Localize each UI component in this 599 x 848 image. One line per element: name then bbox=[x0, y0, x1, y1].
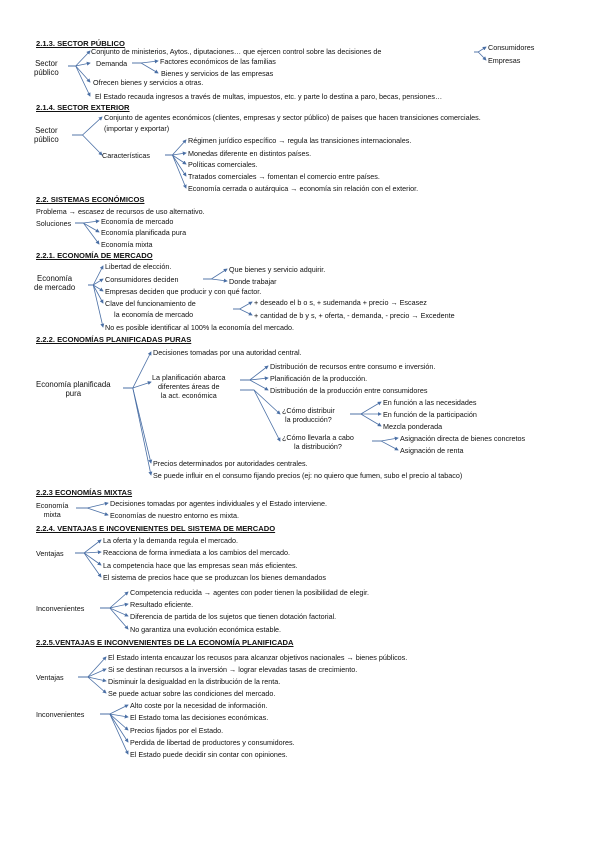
text-inconveniente-4: No garantiza una evolución económica estable. bbox=[130, 625, 282, 634]
connector-arrow bbox=[75, 223, 99, 244]
text-como-distribuir: ¿Cómo distribuir la producción? bbox=[282, 406, 335, 424]
text-consumidores-deciden: Consumidores deciden bbox=[105, 275, 179, 284]
connector-arrow bbox=[233, 302, 252, 309]
text-ventaja-4: El sistema de precios hace que se produzcan los bienes demandados bbox=[103, 573, 326, 582]
text-asignacion-directa: Asignación directa de bienes concretos bbox=[400, 434, 526, 443]
text-funcion-necesidades: En función a las necesidades bbox=[383, 398, 477, 407]
connector-arrow bbox=[68, 63, 90, 66]
text-ventaja-plan-4: Se puede actuar sobre las condiciones del mercado. bbox=[108, 689, 276, 698]
text-ofrecen: Ofrecen bienes y servicios a otras. bbox=[93, 78, 204, 87]
connector-arrow bbox=[72, 117, 102, 135]
label-sector-publico: Sector público bbox=[34, 59, 59, 77]
text-inconveniente-plan-3: Precios fijados por el Estado. bbox=[130, 726, 224, 735]
connector-arrow bbox=[100, 714, 128, 717]
text-planificacion-abarca: La planificación abarca diferentes áreas de la act. económica bbox=[152, 373, 226, 400]
text-inconveniente-plan-4: Perdida de libertad de productores y consumidores. bbox=[130, 738, 295, 747]
text-problema: Problema → escasez de recursos de uso alternativo. bbox=[36, 207, 205, 216]
text-importar: (importar y exportar) bbox=[104, 124, 170, 133]
section-title-2-1-4: 2.1.4. SECTOR EXTERIOR bbox=[36, 103, 130, 112]
connector-arrow bbox=[75, 540, 101, 553]
connector-arrow bbox=[203, 279, 227, 281]
connector-arrow bbox=[123, 388, 151, 475]
connector-arrow bbox=[88, 266, 103, 285]
connector-arrow bbox=[72, 135, 102, 155]
connector-arrow bbox=[240, 390, 280, 441]
text-factores: Factores económicos de las familias bbox=[160, 57, 276, 66]
text-inconveniente-plan-5: El Estado puede decidir sin contar con opiniones. bbox=[130, 750, 288, 759]
text-clave-2: la economía de mercado bbox=[114, 310, 194, 319]
section-title-2-2-4: 2.2.4. VENTAJAS E INCOVENIENTES DEL SISTEMA DE MERCADO bbox=[36, 524, 276, 533]
connector-arrow bbox=[372, 438, 398, 441]
text-ventajas-planificada: Ventajas bbox=[36, 673, 64, 682]
text-asignacion-renta: Asignación de renta bbox=[400, 446, 464, 455]
text-ventaja-plan-1: El Estado intenta encauzar los recusos para alcanzar objetivos nacionales → bienes públicos. bbox=[108, 653, 408, 662]
text-caracteristicas: Características bbox=[102, 151, 150, 160]
connector-arrow bbox=[165, 140, 186, 155]
text-solucion-1: Economía de mercado bbox=[101, 217, 174, 226]
text-mezcla-ponderada: Mezcla ponderada bbox=[383, 422, 443, 431]
text-clave-1: Clave del funcionamiento de bbox=[105, 299, 196, 308]
text-decisiones-autoridad: Decisiones tomadas por una autoridad central. bbox=[153, 348, 302, 357]
section-title-2-2-1: 2.2.1. ECONOMÍA DE MERCADO bbox=[36, 251, 153, 260]
text-caract-3: Políticas comerciales. bbox=[188, 160, 258, 169]
section-title-2-1-3: 2.1.3. SECTOR PÚBLICO bbox=[36, 39, 125, 48]
text-ventaja-plan-2: Si se destinan recursos a la inversión → lograr elevadas tasas de crecimiento. bbox=[108, 665, 358, 674]
text-recauda: El Estado recauda ingresos a través de multas, impuestos, etc. y parte lo destina a paro, becas, pensiones… bbox=[95, 92, 443, 101]
text-bienes-servicios: Bienes y servicios de las empresas bbox=[161, 69, 274, 78]
text-libertad: Libertad de elección. bbox=[105, 262, 172, 271]
text-inconveniente-plan-1: Alto coste por la necesidad de información. bbox=[130, 701, 268, 710]
text-empresas: Empresas bbox=[488, 56, 521, 65]
text-mixta-2: Economías de nuestro entorno es mixta. bbox=[110, 511, 240, 520]
text-mixta-1: Decisiones tomadas por agentes individuales y el Estado interviene. bbox=[110, 499, 327, 508]
connector-arrow bbox=[233, 309, 252, 315]
connector-arrow bbox=[474, 47, 486, 52]
text-como-llevarla: ¿Cómo llevarla a cabo la distribución? bbox=[282, 433, 354, 451]
text-donde-trabajar: Donde trabajar bbox=[229, 277, 277, 286]
connector-arrow bbox=[78, 677, 106, 693]
text-distribucion-produccion: Distribución de la producción entre consumidores bbox=[270, 386, 428, 395]
text-caract-2: Monedas diferente en distintos países. bbox=[188, 149, 312, 158]
connector-arrow bbox=[203, 269, 227, 279]
connector-arrow bbox=[240, 366, 268, 380]
connector-arrow bbox=[372, 441, 398, 450]
label-economia-mixta: Economía mixta bbox=[36, 501, 69, 519]
connector-arrow bbox=[350, 402, 381, 414]
text-caract-4: Tratados comerciales → fomentan el comercio entre países. bbox=[188, 172, 380, 181]
text-caract-1: Régimen jurídico específico → regula las transiciones internacionales. bbox=[188, 136, 412, 145]
text-caract-5: Economía cerrada o autárquica → economía sin relación con el exterior. bbox=[188, 184, 419, 193]
text-planificacion-produccion: Planificación de la producción. bbox=[270, 374, 368, 383]
text-demanda: Demanda bbox=[96, 59, 128, 68]
connector-arrow bbox=[240, 380, 268, 390]
text-se-puede-influir: Se puede influir en el consumo fijando precios (ej: no quiero que fumen, subo el precio al tabaco) bbox=[153, 471, 463, 480]
connector-arrow bbox=[100, 608, 128, 616]
text-ventaja-plan-3: Disminuir la desigualdad en la distribución de la renta. bbox=[108, 677, 281, 686]
text-distribucion-recursos: Distribución de recursos entre consumo e inversión. bbox=[270, 362, 436, 371]
text-excedente: + cantidad de b y s, + oferta, - demanda, - precio → Excedente bbox=[254, 311, 455, 320]
connector-arrow bbox=[474, 52, 486, 60]
section-title-2-2-3: 2.2.3 ECONOMÍAS MIXTAS bbox=[36, 488, 133, 497]
connector-arrow bbox=[78, 669, 106, 677]
label-sector-exterior: Sector público bbox=[34, 126, 59, 144]
text-escasez: + deseado el b o s, + sudemanda + precio → Escasez bbox=[254, 298, 427, 307]
text-inconvenientes-planificada: Inconvenientes bbox=[36, 710, 85, 719]
label-economia-planificada: Economía planificada pura bbox=[36, 380, 111, 398]
label-economia-mercado: Economía de mercado bbox=[34, 274, 76, 292]
connector-arrow bbox=[100, 705, 128, 714]
section-title-2-2-5: 2.2.5.VENTAJAS E INCONVENIENTES DE LA ECONOMÍA PLANIFICADA bbox=[36, 638, 294, 647]
text-precios-determinados: Precios determinados por autoridades centrales. bbox=[153, 459, 308, 468]
text-conjunto-ministerios: Conjunto de ministerios, Aytos., diputaciones… que ejercen control sobre las decisiones de bbox=[91, 47, 382, 56]
connector-arrow bbox=[88, 285, 103, 291]
connector-arrow bbox=[123, 382, 151, 388]
text-inconveniente-1: Competencia reducida → agentes con poder tienen la posibilidad de elegir. bbox=[130, 588, 369, 597]
connector-arrow bbox=[123, 352, 151, 388]
connector-arrow bbox=[76, 508, 108, 515]
text-ventaja-1: La oferta y la demanda regula el mercado. bbox=[103, 536, 239, 545]
text-inconvenientes-mercado: Inconvenientes bbox=[36, 604, 85, 613]
text-soluciones: Soluciones bbox=[36, 219, 72, 228]
text-ventaja-3: La competencia hace que las empresas sean más eficientes. bbox=[103, 561, 298, 570]
text-inconveniente-plan-2: El Estado toma las decisiones económicas. bbox=[130, 713, 269, 722]
connector-arrow bbox=[68, 66, 90, 96]
text-no-es-posible: No es posible identificar al 100% la economía del mercado. bbox=[105, 323, 294, 332]
connector-arrow bbox=[165, 155, 186, 176]
section-title-2-2-2: 2.2.2. ECONOMÍAS PLANIFICADAS PURAS bbox=[36, 335, 192, 344]
text-solucion-2: Economía planificada pura bbox=[101, 228, 187, 237]
connector-arrow bbox=[100, 608, 128, 629]
text-que-bienes: Que bienes y servicio adquirir. bbox=[229, 265, 326, 274]
section-title-2-2: 2.2. SISTEMAS ECONÓMICOS bbox=[36, 195, 145, 204]
connector-arrow bbox=[76, 503, 108, 508]
connector-arrow bbox=[100, 592, 128, 608]
text-inconveniente-2: Resultado eficiente. bbox=[130, 600, 194, 609]
text-funcion-participacion: En función de la participación bbox=[383, 410, 477, 419]
connector-arrow bbox=[68, 66, 90, 82]
text-inconveniente-3: Diferencia de partida de los sujetos que tienen dotación factorial. bbox=[130, 612, 337, 621]
text-ventajas-mercado: Ventajas bbox=[36, 549, 64, 558]
text-ventaja-2: Reacciona de forma inmediata a los cambios del mercado. bbox=[103, 548, 290, 557]
text-solucion-3: Economía mixta bbox=[101, 240, 153, 249]
connector-arrow bbox=[75, 553, 101, 577]
connector-arrow bbox=[350, 414, 381, 426]
text-empresas-deciden: Empresas deciden que producir y con qué factor. bbox=[105, 287, 262, 296]
connector-arrow bbox=[78, 657, 106, 677]
connector-arrow bbox=[132, 63, 158, 73]
text-consumidores: Consumidores bbox=[488, 43, 535, 52]
text-conjunto-agentes: Conjunto de agentes económicos (clientes, empresas y sector público) de países que hacen transiciones comerciales. bbox=[104, 113, 481, 122]
connector-arrow bbox=[123, 388, 151, 463]
connector-arrow bbox=[88, 285, 103, 327]
